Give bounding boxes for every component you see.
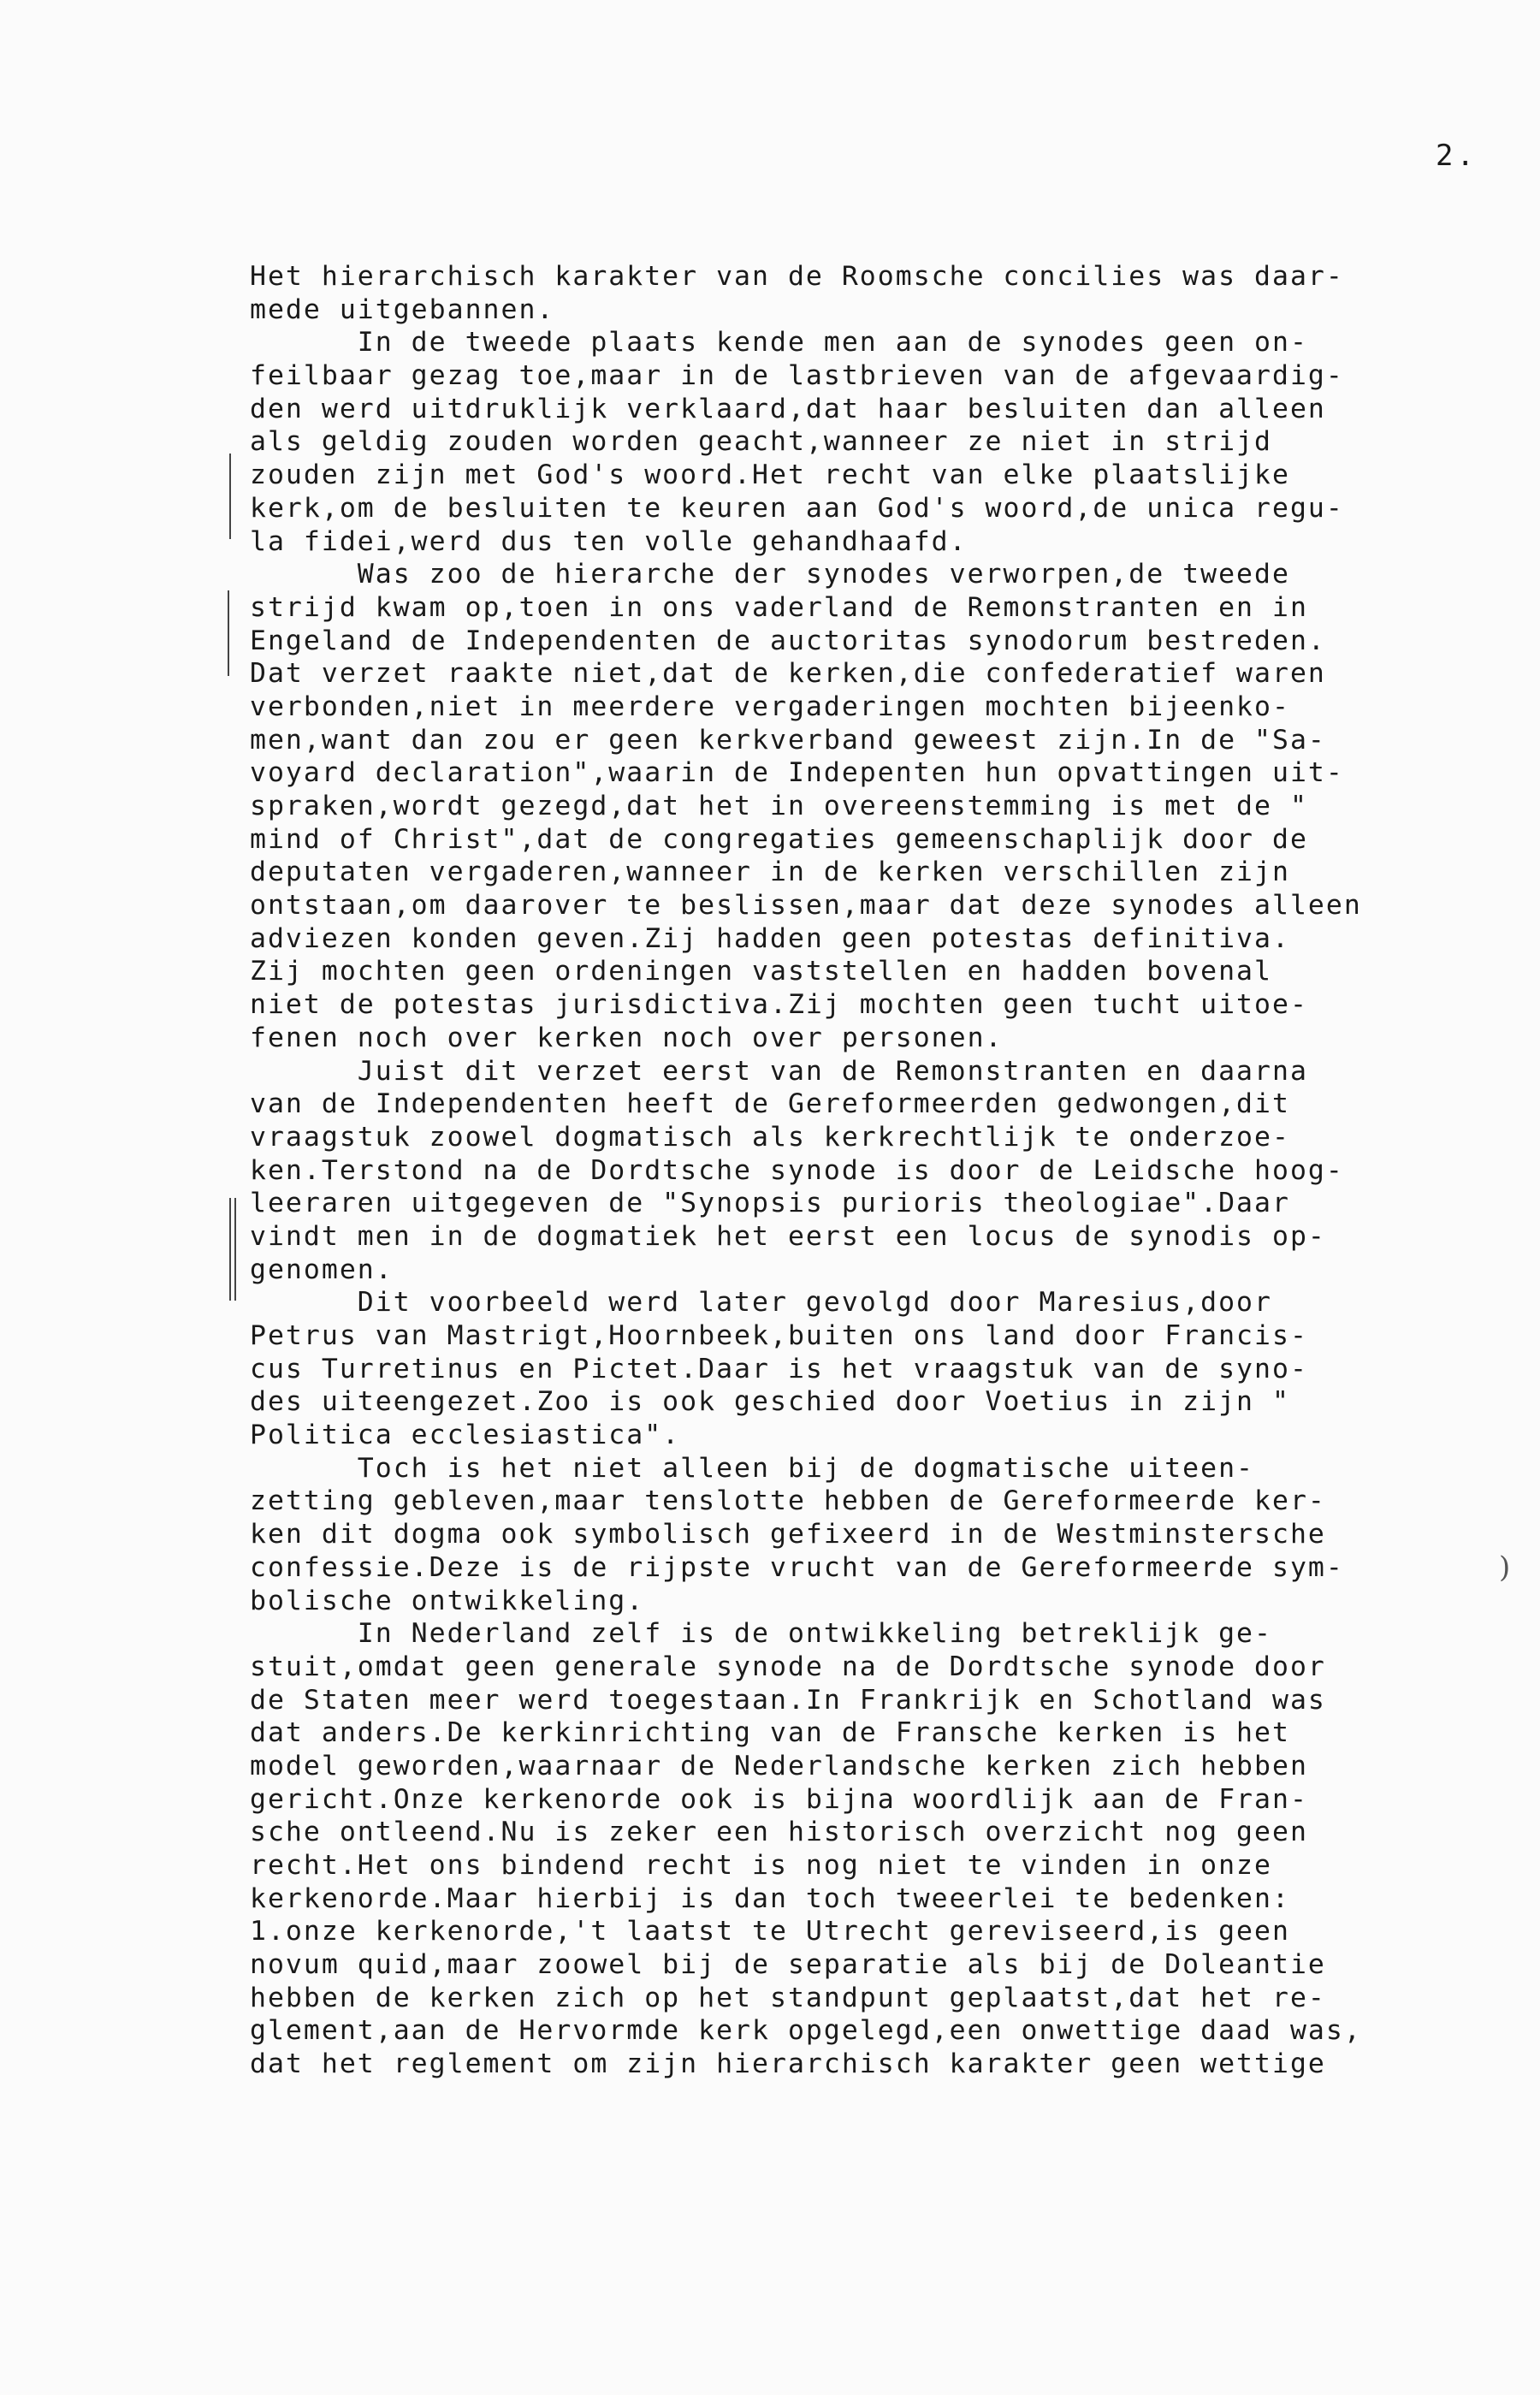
typewritten-text-block [250,260,1499,2081]
margin-mark [229,454,231,539]
text-line: Het hierarchisch karakter van de Roomsche concilies was daar- [250,261,1344,292]
text-line: kerkenorde.Maar hierbij is dan toch tweeerlei te bedenken: [250,1882,1290,1914]
text-line: gericht.Onze kerkenorde ook is bijna woordlijk aan de Fran- [250,1783,1308,1815]
text-line: In de tweede plaats kende men aan de synodes geen on- [250,327,1308,359]
text-line: dat het reglement om zijn hierarchisch karakter geen wettige [250,2048,1326,2080]
text-line: glement,aan de Hervormde kerk opgelegd,een onwettige daad was, [250,2015,1362,2047]
text-line: Juist dit verzet eerst van de Remonstranten en daarna [250,1055,1308,1087]
text-line: niet de potestas jurisdictiva.Zij mochten geen tucht uitoe- [250,989,1308,1021]
text-line: adviezen konden geven.Zij hadden geen potestas definitiva. [250,922,1290,954]
text-line: spraken,wordt gezegd,dat het in overeenstemming is met de " [250,791,1308,821]
text-line: feilbaar gezag toe,maar in de lastbrieven van de afgevaardig- [250,360,1344,392]
text-line: dat anders.De kerkinrichting van de Fransche kerken is het [250,1717,1290,1749]
text-line: mind of Christ",dat de congregaties gemeenschaplijk door de [250,823,1308,855]
margin-glyph: ) [1499,1550,1511,1585]
text-line: In Nederland zelf is de ontwikkeling betreklijk ge- [250,1618,1272,1650]
text-line: vindt men in de dogmatiek het eerst een locus de synodis op- [250,1220,1326,1252]
text-line: Zij mochten geen ordeningen vaststellen en hadden bovenal [250,956,1272,987]
text-line: genomen. [250,1254,394,1285]
text-line: ontstaan,om daarover te beslissen,maar dat deze synodes alleen [250,890,1362,922]
text-line: ken.Terstond na de Dordtsche synode is door de Leidsche hoog- [250,1154,1344,1186]
text-line: Was zoo de hierarche der synodes verworpen,de tweede [250,559,1290,590]
text-line: bolische ontwikkeling. [250,1585,645,1616]
text-line: novum quid,maar zoowel bij de separatie als bij de Doleantie [250,1949,1326,1981]
text-line: hebben de kerken zich op het standpunt geplaatst,dat het re- [250,1982,1326,2013]
page-number: 2. [1436,139,1478,173]
text-line: Politica ecclesiastica". [250,1420,681,1451]
margin-mark [234,1198,236,1301]
text-line: men,want dan zou er geen kerkverband geweest zijn.In de "Sa- [250,724,1326,756]
text-line: als geldig zouden worden geacht,wanneer ze niet in strijd [250,426,1272,458]
text-line: Dit voorbeeld werd later gevolgd door Maresius,door [250,1287,1272,1319]
text-line: model geworden,waarnaar de Nederlandsche kerken zich hebben [250,1750,1308,1781]
text-line: vraagstuk zoowel dogmatisch als kerkrechtlijk te onderzoe- [250,1121,1290,1153]
text-line: Engeland de Independenten de auctoritas synodorum bestreden. [250,625,1326,656]
text-line: cus Turretinus en Pictet.Daar is het vraagstuk van de syno- [250,1353,1308,1384]
text-line: des uiteengezet.Zoo is ook geschied door Voetius in zijn " [250,1386,1290,1418]
text-line: van de Independenten heeft de Gereformeerden gedwongen,dit [250,1088,1290,1120]
text-line: sche ontleend.Nu is zeker een historisch overzicht nog geen [250,1817,1308,1848]
text-line: 1.onze kerkenorde,'t laatst te Utrecht gereviseerd,is geen [250,1916,1290,1947]
text-line: zouden zijn met God's woord.Het recht van elke plaatslijke [250,459,1290,491]
margin-mark [228,590,229,676]
text-line: Petrus van Mastrigt,Hoornbeek,buiten ons land door Francis- [250,1320,1308,1351]
text-line: Toch is het niet alleen bij de dogmatische uiteen- [250,1452,1255,1484]
text-line: strijd kwam op,toen in ons vaderland de Remonstranten en in [250,591,1308,623]
text-line: leeraren uitgegeven de "Synopsis purioris theologiae".Daar [250,1188,1290,1219]
text-line: kerk,om de besluiten te keuren aan God's woord,de unica regu- [250,492,1344,524]
text-line: fenen noch over kerken noch over personen. [250,1022,1004,1053]
text-line: Dat verzet raakte niet,dat de kerken,die confederatief waren [250,658,1326,690]
margin-mark [229,1198,231,1301]
text-line: confessie.Deze is de rijpste vrucht van de Gereformeerde sym- [250,1551,1344,1583]
text-line: deputaten vergaderen,wanneer in de kerken verschillen zijn [250,857,1290,888]
text-line: la fidei,werd dus ten volle gehandhaafd. [250,525,968,557]
text-line: den werd uitdruklijk verklaard,dat haar besluiten dan alleen [250,393,1326,424]
text-line: voyard declaration",waarin de Indepenten hun opvattingen uit- [250,757,1344,789]
text-line: mede uitgebannen. [250,293,555,325]
text-line: stuit,omdat geen generale synode na de Dordtsche synode door [250,1651,1326,1682]
text-line: recht.Het ons bindend recht is nog niet te vinden in onze [250,1850,1272,1881]
text-line: zetting gebleven,maar tenslotte hebben de Gereformeerde ker- [250,1485,1326,1517]
text-line: ken dit dogma ook symbolisch gefixeerd in de Westminstersche [250,1519,1326,1550]
text-line: verbonden,niet in meerdere vergaderingen mochten bijeenko- [250,691,1290,722]
text-line: de Staten meer werd toegestaan.In Frankrijk en Schotland was [250,1684,1326,1716]
